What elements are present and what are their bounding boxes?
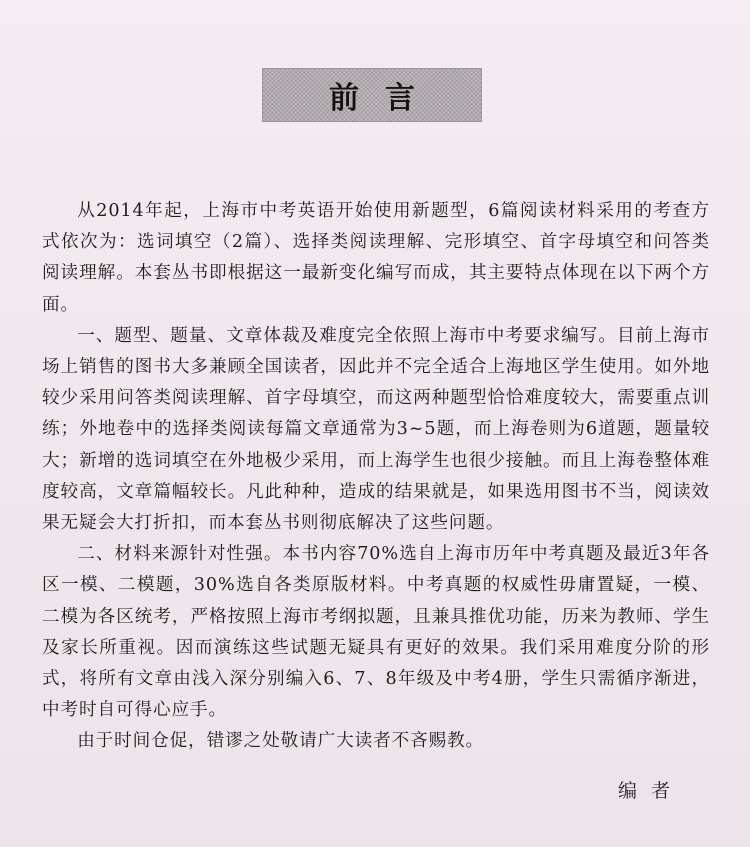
paragraph-point-two: 二、材料来源针对性强。本书内容70%选自上海市历年中考真题及最近3年各区一模、二模题，30%选自各类原版材料。中考真题的权威性毋庸置疑，一模、二模为各区统考，严格按照上海市考纲拟题，且兼具推优功能，历来为教师、学生及家长所重视。因而演练这些试题无疑具有更好的效果。我们采用难度分阶的形式，将所有文章由浅入深分别编入6、7、8年级及中考4册，学生只需循序渐进，中考时自可得心应手。 xyxy=(42,544,710,721)
document-body xyxy=(42,196,710,758)
paragraph-point-one: 一、题型、题量、文章体裁及难度完全依照上海市中考要求编写。目前上海市场上销售的图书大多兼顾全国读者，因此并不完全适合上海地区学生使用。如外地较少采用问答类阅读理解、首字母填空，而这两种题型恰恰难度较大，需要重点训练；外地卷中的选择类阅读每篇文章通常为3~5题，而上海卷则为6道题，题量较大；新增的选词填空在外地极少采用，而上海学生也很少接触。而且上海卷整体难度较高，文章篇幅较长。凡此种种，造成的结果就是，如果选用图书不当，阅读效果无疑会大打折扣，而本套丛书则彻底解决了这些问题。 xyxy=(42,325,710,534)
author-signature: 编者 xyxy=(618,780,685,802)
bleed-through-decoration xyxy=(100,130,140,142)
page-title: 前言 xyxy=(329,81,441,116)
paragraph-intro: 从2014年起，上海市中考英语开始使用新题型，6篇阅读材料采用的考查方式依次为：选词填空（2篇）、选择类阅读理解、完形填空、首字母填空和问答类阅读理解。本套丛书即根据这一最新变化编写而成，其主要特点体现在以下两个方面。 xyxy=(42,201,710,315)
title-banner xyxy=(262,68,482,122)
paragraph-closing: 由于时间仓促，错谬之处敬请广大读者不吝赐教。 xyxy=(77,731,485,752)
